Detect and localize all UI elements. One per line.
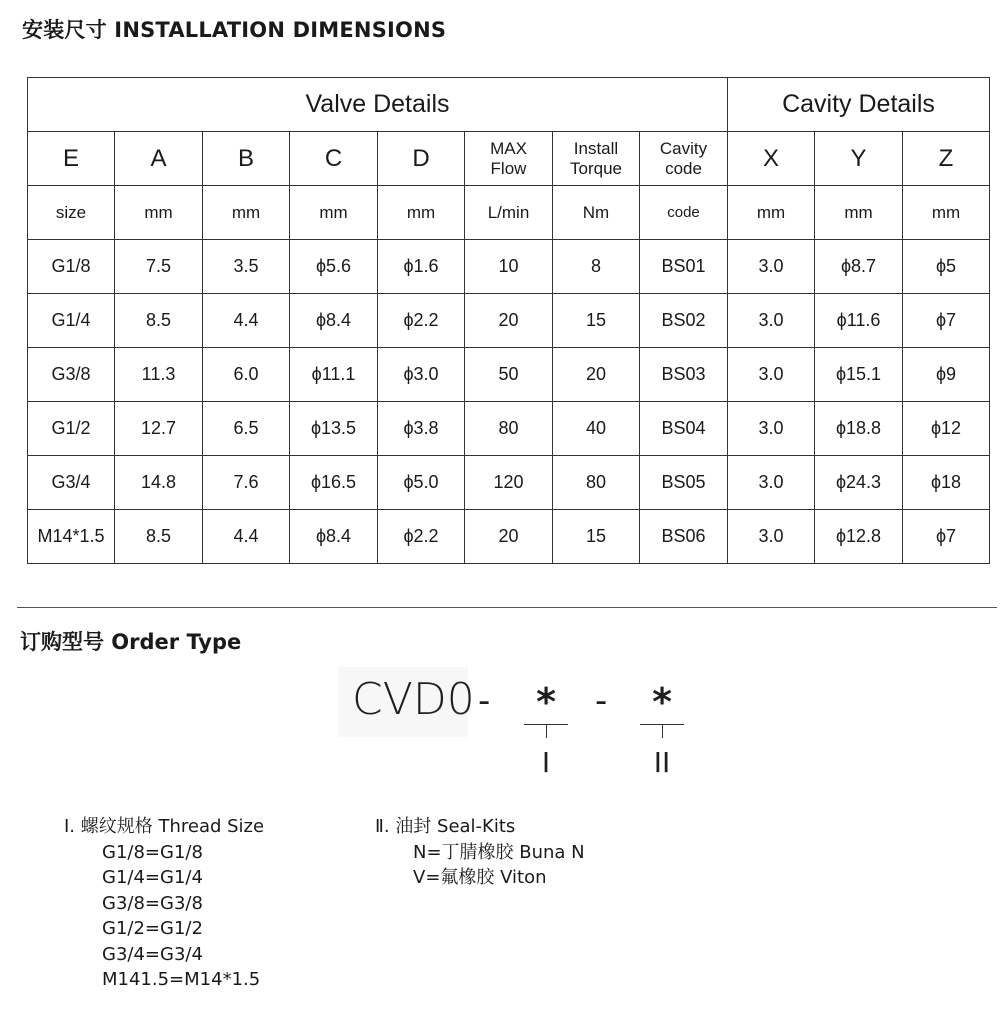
unit-cell: mm bbox=[728, 186, 815, 240]
table-cell: ϕ8.4 bbox=[290, 294, 378, 348]
table-cell: ϕ7 bbox=[903, 294, 990, 348]
seal-kits-heading: Ⅱ. 油封 Seal-Kits bbox=[375, 816, 516, 837]
column-header: Install Torque bbox=[553, 132, 640, 186]
table-cell: BS03 bbox=[640, 348, 728, 402]
table-cell: G1/2 bbox=[28, 402, 115, 456]
table-cell: 15 bbox=[553, 294, 640, 348]
table-cell: 20 bbox=[553, 348, 640, 402]
unit-cell: mm bbox=[203, 186, 290, 240]
table-cell: 3.0 bbox=[728, 456, 815, 510]
table-cell: ϕ24.3 bbox=[815, 456, 903, 510]
thread-size-heading: Ⅰ. 螺纹规格 Thread Size bbox=[64, 816, 265, 837]
table-cell: 15 bbox=[553, 510, 640, 564]
column-header: A bbox=[115, 132, 203, 186]
unit-cell: mm bbox=[378, 186, 465, 240]
unit-cell: mm bbox=[815, 186, 903, 240]
column-header: Cavity code bbox=[640, 132, 728, 186]
table-cell: G3/8 bbox=[28, 348, 115, 402]
table-cell: 3.0 bbox=[728, 402, 815, 456]
table-cell: 11.3 bbox=[115, 348, 203, 402]
table-cell: ϕ18.8 bbox=[815, 402, 903, 456]
table-cell: ϕ13.5 bbox=[290, 402, 378, 456]
code-dash-1: - bbox=[478, 681, 491, 721]
unit-cell: code bbox=[640, 186, 728, 240]
unit-cell: mm bbox=[290, 186, 378, 240]
seal-kit-item: V=氟橡胶 Viton bbox=[413, 867, 547, 888]
table-cell: 10 bbox=[465, 240, 553, 294]
table-cell: ϕ16.5 bbox=[290, 456, 378, 510]
table-cell: BS02 bbox=[640, 294, 728, 348]
table-cell: BS01 bbox=[640, 240, 728, 294]
model-code: CVD0 bbox=[352, 674, 475, 725]
table-cell: ϕ5.0 bbox=[378, 456, 465, 510]
table-cell: BS04 bbox=[640, 402, 728, 456]
table-cell: 14.8 bbox=[115, 456, 203, 510]
thread-size-legend bbox=[64, 814, 264, 993]
column-header: B bbox=[203, 132, 290, 186]
table-cell: ϕ8.7 bbox=[815, 240, 903, 294]
table-cell: 3.5 bbox=[203, 240, 290, 294]
table-row bbox=[28, 402, 990, 456]
section-title: 安装尺寸 INSTALLATION DIMENSIONS bbox=[22, 18, 447, 42]
table-cell: 20 bbox=[465, 294, 553, 348]
column-header: X bbox=[728, 132, 815, 186]
table-cell: 8.5 bbox=[115, 294, 203, 348]
code-mark-2: II bbox=[653, 746, 671, 779]
table-cell: 7.5 bbox=[115, 240, 203, 294]
table-cell: ϕ12 bbox=[903, 402, 990, 456]
thread-size-item: G1/2=G1/2 bbox=[102, 918, 203, 939]
code-wildcard-1: * bbox=[536, 680, 556, 724]
table-cell: ϕ18 bbox=[903, 456, 990, 510]
unit-cell: size bbox=[28, 186, 115, 240]
table-cell: ϕ7 bbox=[903, 510, 990, 564]
table-cell: 3.0 bbox=[728, 510, 815, 564]
cavity-details-header: Cavity Details bbox=[728, 78, 990, 132]
section-divider bbox=[17, 607, 997, 608]
column-header: Y bbox=[815, 132, 903, 186]
table-cell: BS05 bbox=[640, 456, 728, 510]
thread-size-item: G1/8=G1/8 bbox=[102, 841, 203, 863]
table-cell: ϕ9 bbox=[903, 348, 990, 402]
seal-kits-list bbox=[375, 840, 585, 891]
group-header-row bbox=[28, 78, 990, 132]
table-cell: G1/4 bbox=[28, 294, 115, 348]
table-cell: BS06 bbox=[640, 510, 728, 564]
column-header: D bbox=[378, 132, 465, 186]
table-row bbox=[28, 240, 990, 294]
table-cell: ϕ11.1 bbox=[290, 348, 378, 402]
table-cell: ϕ15.1 bbox=[815, 348, 903, 402]
table-cell: 12.7 bbox=[115, 402, 203, 456]
table-row bbox=[28, 510, 990, 564]
table-cell: 6.0 bbox=[203, 348, 290, 402]
table-cell: ϕ2.2 bbox=[378, 510, 465, 564]
table-cell: 3.0 bbox=[728, 348, 815, 402]
column-header-row bbox=[28, 132, 990, 186]
unit-cell: mm bbox=[903, 186, 990, 240]
seal-kit-item: N=丁腈橡胶 Buna N bbox=[413, 841, 585, 863]
thread-size-item: G1/4=G1/4 bbox=[102, 867, 203, 888]
unit-cell: L/min bbox=[465, 186, 553, 240]
code-wildcard-2: * bbox=[652, 680, 672, 724]
column-header: E bbox=[28, 132, 115, 186]
table-cell: 3.0 bbox=[728, 240, 815, 294]
code-dash-2: - bbox=[595, 681, 608, 721]
table-cell: 7.6 bbox=[203, 456, 290, 510]
table-cell: 80 bbox=[553, 456, 640, 510]
thread-size-item: G3/4=G3/4 bbox=[102, 943, 203, 965]
table-row bbox=[28, 348, 990, 402]
table-cell: 4.4 bbox=[203, 510, 290, 564]
unit-row bbox=[28, 186, 990, 240]
bracket-1-stem bbox=[546, 724, 547, 738]
seal-kits-legend bbox=[375, 814, 585, 891]
table-cell: M14*1.5 bbox=[28, 510, 115, 564]
table-cell: G1/8 bbox=[28, 240, 115, 294]
table-cell: 8.5 bbox=[115, 510, 203, 564]
table-cell: 8 bbox=[553, 240, 640, 294]
table-cell: ϕ5 bbox=[903, 240, 990, 294]
column-header: C bbox=[290, 132, 378, 186]
table-cell: ϕ11.6 bbox=[815, 294, 903, 348]
table-cell: G3/4 bbox=[28, 456, 115, 510]
table-cell: ϕ12.8 bbox=[815, 510, 903, 564]
column-header: Z bbox=[903, 132, 990, 186]
column-header: MAX Flow bbox=[465, 132, 553, 186]
table-cell: 6.5 bbox=[203, 402, 290, 456]
thread-size-item: M141.5=M14*1.5 bbox=[102, 969, 261, 990]
table-cell: 20 bbox=[465, 510, 553, 564]
table-cell: 120 bbox=[465, 456, 553, 510]
table-cell: ϕ8.4 bbox=[290, 510, 378, 564]
code-mark-1: I bbox=[541, 746, 551, 779]
table-row bbox=[28, 456, 990, 510]
table-cell: ϕ2.2 bbox=[378, 294, 465, 348]
thread-size-list bbox=[64, 840, 264, 993]
table-cell: ϕ5.6 bbox=[290, 240, 378, 294]
order-type-title: 订购型号 Order Type bbox=[20, 630, 242, 654]
installation-dimensions-table bbox=[27, 77, 990, 564]
table-cell: 4.4 bbox=[203, 294, 290, 348]
table-row bbox=[28, 294, 990, 348]
table-cell: ϕ3.0 bbox=[378, 348, 465, 402]
table-cell: 80 bbox=[465, 402, 553, 456]
bracket-2-stem bbox=[662, 724, 663, 738]
table-body bbox=[28, 240, 990, 564]
unit-cell: mm bbox=[115, 186, 203, 240]
table-cell: ϕ3.8 bbox=[378, 402, 465, 456]
table-cell: 50 bbox=[465, 348, 553, 402]
table-cell: 40 bbox=[553, 402, 640, 456]
thread-size-item: G3/8=G3/8 bbox=[102, 892, 203, 914]
table-cell: ϕ1.6 bbox=[378, 240, 465, 294]
table-cell: 3.0 bbox=[728, 294, 815, 348]
valve-details-header: Valve Details bbox=[28, 78, 728, 132]
unit-cell: Nm bbox=[553, 186, 640, 240]
